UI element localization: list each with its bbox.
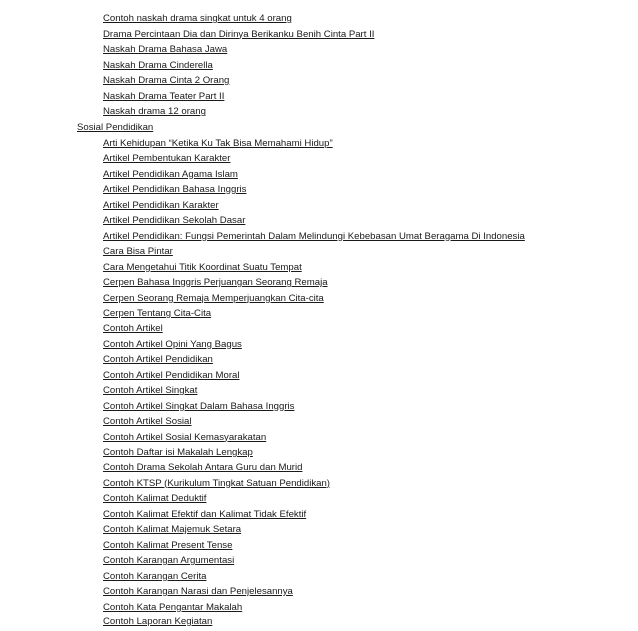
section-heading[interactable]: Sosial Pendidikan xyxy=(77,122,154,133)
list-item-link[interactable]: Arti Kehidupan “Ketika Ku Tak Bisa Memahami Hidup” xyxy=(103,137,333,149)
list-item-link[interactable]: Artikel Pendidikan Bahasa Inggris xyxy=(103,184,247,195)
list-item-link[interactable]: Contoh Drama Sekolah Antara Guru dan Murid xyxy=(103,462,303,473)
list-item-link[interactable]: Contoh Artikel Pendidikan Moral xyxy=(103,369,240,381)
list-item-link[interactable]: Contoh Kalimat Present Tense xyxy=(103,539,233,551)
list-item-link[interactable]: Cara Bisa Pintar xyxy=(103,246,173,257)
list-item-link[interactable]: Contoh Kata Pengantar Makalah xyxy=(103,601,243,613)
list-item-link[interactable]: Cerpen Bahasa Inggris Perjuangan Seorang Remaja xyxy=(103,277,328,288)
list-item-link[interactable]: Contoh Daftar isi Makalah Lengkap xyxy=(103,447,253,458)
list-item-link[interactable]: Contoh Kalimat Efektif dan Kalimat Tidak Efektif xyxy=(103,508,307,520)
list-item-link[interactable]: Contoh KTSP (Kurikulum Tingkat Satuan Pendidikan) xyxy=(103,477,330,489)
list-item-link[interactable]: Cara Mengetahui Titik Koordinat Suatu Tempat xyxy=(103,261,302,273)
list-item-link[interactable]: Drama Percintaan Dia dan Dirinya Berikanku Benih Cinta Part II xyxy=(103,28,375,40)
list-item-link[interactable]: Cerpen Seorang Remaja Memperjuangkan Cita-cita xyxy=(103,292,324,304)
list-item-link[interactable]: Contoh Laporan Kegiatan xyxy=(103,616,213,627)
list-item-link[interactable]: Contoh Kalimat Majemuk Setara xyxy=(103,524,242,535)
list-item-link[interactable]: Artikel Pendidikan Agama Islam xyxy=(103,168,238,180)
list-item-link[interactable]: Naskah Drama Cinta 2 Orang xyxy=(103,75,230,86)
list-item-link[interactable]: Contoh Artikel xyxy=(103,323,163,334)
list-item-link[interactable]: Contoh Karangan Cerita xyxy=(103,570,207,582)
list-item-link[interactable]: Contoh Artikel Opini Yang Bagus xyxy=(103,338,242,350)
list-item-link[interactable]: Contoh Artikel Singkat Dalam Bahasa Inggris xyxy=(103,400,295,412)
list-item-link[interactable]: Artikel Pendidikan: Fungsi Pemerintah Dalam Melindungi Kebebasan Umat Beragama Di Indonesia xyxy=(103,230,525,242)
list-item-link[interactable]: Contoh Karangan Argumentasi xyxy=(103,555,235,566)
list-item-link[interactable]: Contoh naskah drama singkat untuk 4 orang xyxy=(103,13,292,24)
list-item-link[interactable]: Contoh Artikel Sosial xyxy=(103,416,192,427)
list-item-link[interactable]: Contoh Kalimat Deduktif xyxy=(103,493,207,504)
list-item-link[interactable]: Artikel Pendidikan Sekolah Dasar xyxy=(103,215,246,226)
list-item-link[interactable]: Contoh Artikel Singkat xyxy=(103,385,198,396)
list-item-link[interactable]: Contoh Artikel Sosial Kemasyarakatan xyxy=(103,431,267,443)
list-item-link[interactable]: Naskah Drama Bahasa Jawa xyxy=(103,44,228,55)
list-item-link[interactable]: Naskah Drama Teater Part II xyxy=(103,90,225,102)
list-item-link[interactable]: Cerpen Tentang Cita-Cita xyxy=(103,308,212,319)
list-item-link[interactable]: Artikel Pembentukan Karakter xyxy=(103,153,231,164)
list-item-link[interactable]: Contoh Artikel Pendidikan xyxy=(103,354,213,365)
list-item-link[interactable]: Contoh Karangan Narasi dan Penjelesannya xyxy=(103,586,293,597)
list-item-link[interactable]: Artikel Pendidikan Karakter xyxy=(103,199,219,211)
list-item-link[interactable]: Naskah Drama Cinderella xyxy=(103,59,213,71)
list-item-link[interactable]: Naskah drama 12 orang xyxy=(103,106,206,117)
